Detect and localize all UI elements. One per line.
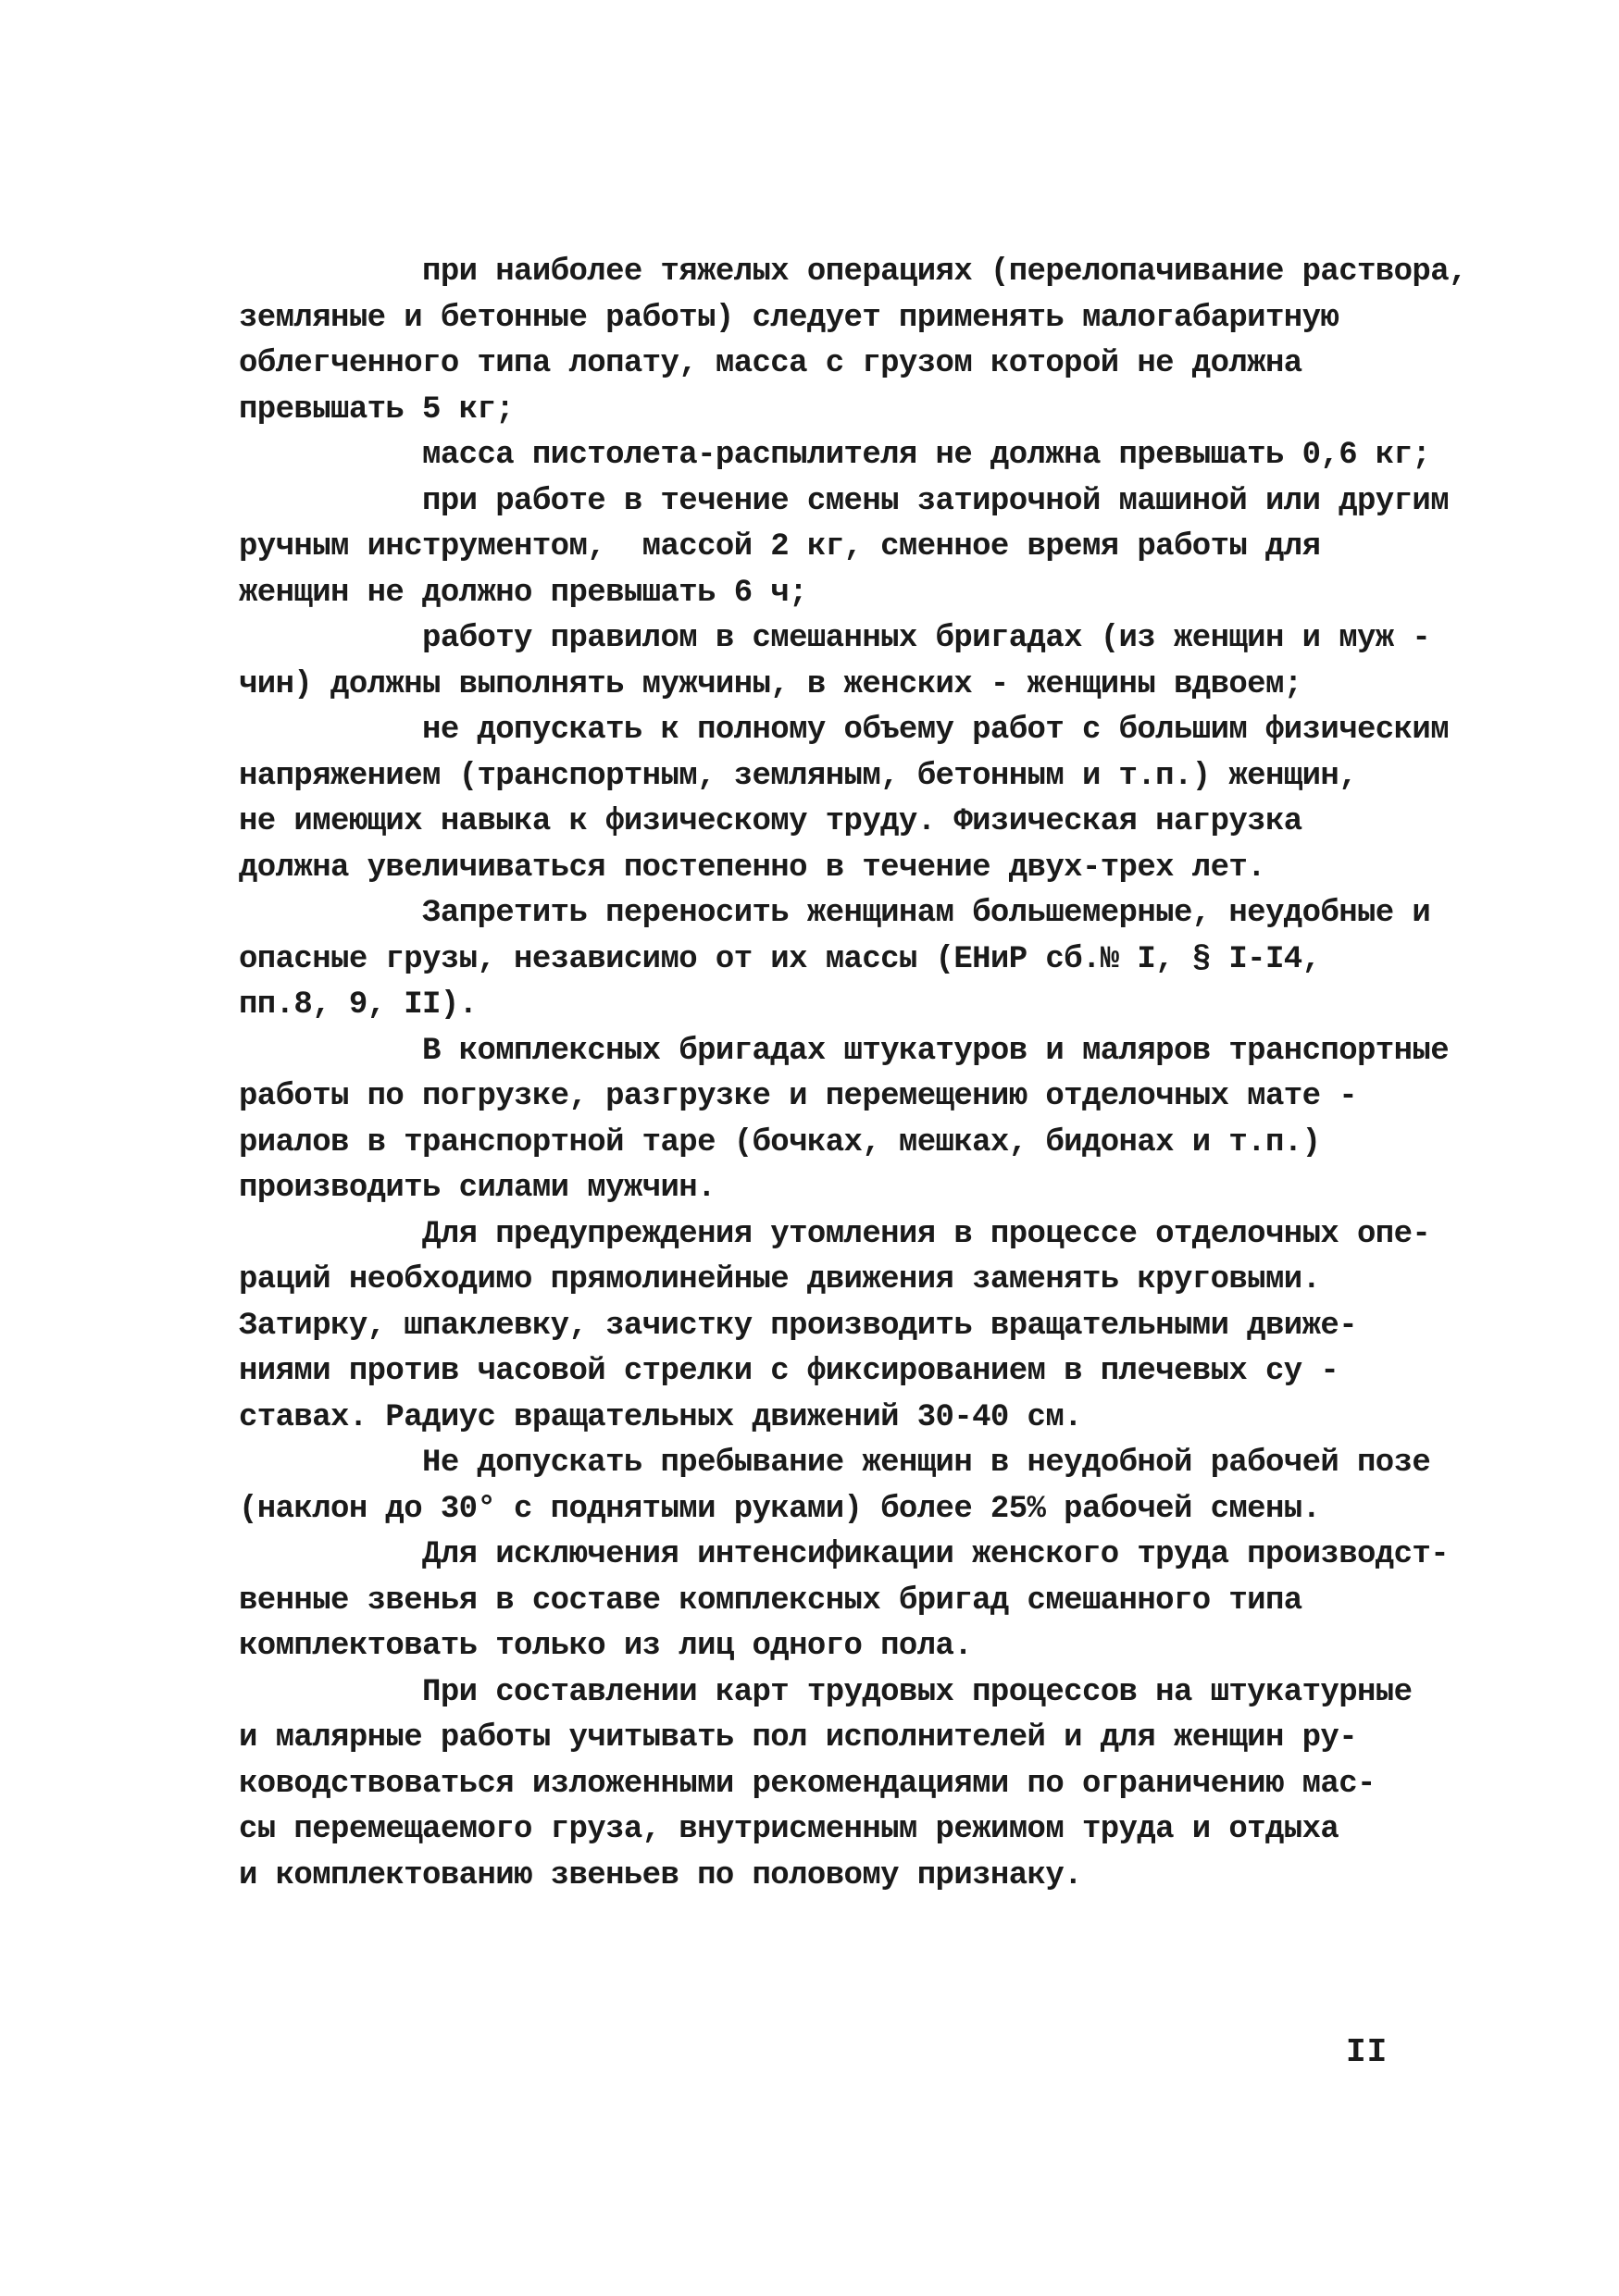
text-line: превышать 5 кг;	[239, 391, 515, 428]
text-line: Затирку, шпаклевку, зачистку производить вращательными движе-	[239, 1308, 1358, 1344]
text-line: риалов в транспортной таре (бочках, мешках, бидонах и т.п.)	[239, 1124, 1321, 1160]
text-line: при работе в течение смены затирочной машиной или другим	[239, 483, 1450, 519]
text-line: должна увеличиваться постепенно в течение двух-трех лет.	[239, 850, 1265, 886]
text-line: работы по погрузке, разгрузке и перемещению отделочных мате -	[239, 1079, 1358, 1114]
text-line: облегченного типа лопату, масса с грузом которой не должна	[239, 346, 1302, 381]
text-line: раций необходимо прямолинейные движения заменять круговыми.	[239, 1262, 1321, 1297]
text-line: напряжением (транспортным, земляным, бетонным и т.п.) женщин,	[239, 758, 1358, 794]
text-line: Запретить переносить женщинам большемерные, неудобные и	[239, 896, 1431, 931]
text-line: опасные грузы, независимо от их массы (ЕНиР сб.№ I, § I-I4,	[239, 941, 1321, 977]
text-line: ководствоваться изложенными рекомендациями по ограничению мас-	[239, 1766, 1376, 1802]
text-line: (наклон до 30° с поднятыми руками) более 25% рабочей смены.	[239, 1491, 1321, 1527]
text-line: сы перемещаемого груза, внутрисменным режимом труда и отдыха	[239, 1812, 1339, 1847]
text-line: В комплексных бригадах штукатуров и маляров транспортные	[239, 1033, 1450, 1069]
text-line: ставах. Радиус вращательных движений 30-40 см.	[239, 1399, 1082, 1435]
text-line: венные звенья в составе комплексных бригад смешанного типа	[239, 1582, 1302, 1619]
text-line: производить силами мужчин.	[239, 1171, 716, 1206]
text-line: не имеющих навыка к физическому труду. Физическая нагрузка	[239, 804, 1302, 839]
text-line: комплектовать только из лиц одного пола.	[239, 1629, 973, 1664]
text-line: ниями против часовой стрелки с фиксированием в плечевых су -	[239, 1354, 1339, 1389]
text-line: Для исключения интенсификации женского труда производст-	[239, 1537, 1450, 1572]
text-line: масса пистолета-распылителя не должна превышать 0,6 кг;	[239, 438, 1431, 473]
text-line: Для предупреждения утомления в процессе отделочных опе-	[239, 1216, 1431, 1252]
text-line: Не допускать пребывание женщин в неудобной рабочей позе	[239, 1446, 1431, 1481]
text-line: ручным инструментом, массой 2 кг, сменное время работы для	[239, 529, 1321, 565]
text-line: При составлении карт трудовых процессов на штукатурные	[239, 1674, 1413, 1710]
text-line: при наиболее тяжелых операциях (перелопачивание раствора,	[239, 254, 1467, 290]
text-line: и малярные работы учитывать пол исполнителей и для женщин ру-	[239, 1720, 1358, 1756]
body-text	[239, 250, 1467, 1899]
text-line: чин) должны выполнять мужчины, в женских - женщины вдвоем;	[239, 666, 1302, 702]
text-line: земляные и бетонные работы) следует применять малогабаритную	[239, 300, 1339, 336]
page-number: II	[1346, 2033, 1389, 2071]
text-line: не допускать к полному объему работ с большим физическим	[239, 713, 1450, 748]
text-line: и комплектованию звеньев по половому признаку.	[239, 1857, 1082, 1893]
text-line: работу правилом в смешанных бригадах (из женщин и муж -	[239, 621, 1431, 656]
text-line: пп.8, 9, II).	[239, 987, 478, 1023]
text-line: женщин не должно превышать 6 ч;	[239, 575, 807, 611]
